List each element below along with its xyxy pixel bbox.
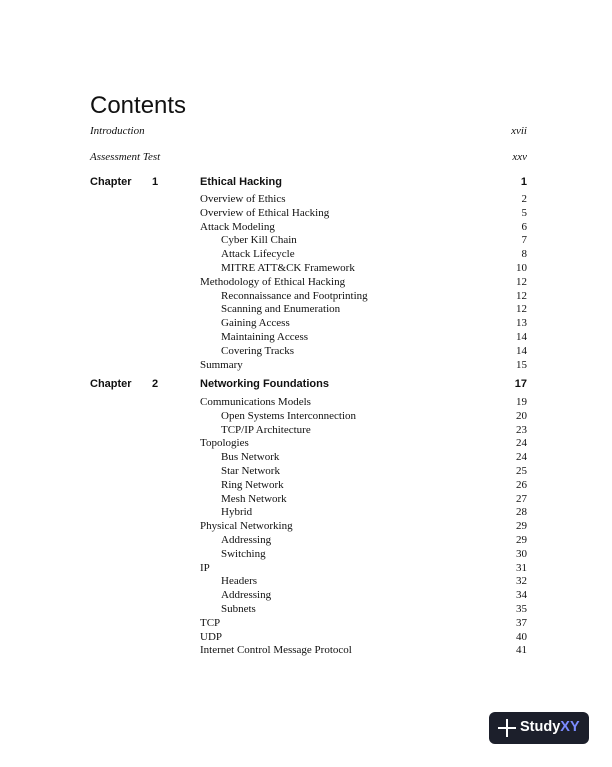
toc-entry-page: 41 (516, 644, 527, 657)
toc-entry[interactable] (200, 410, 527, 424)
toc-entry-label: Topologies (200, 437, 249, 450)
toc-entry-page: 25 (516, 464, 527, 477)
toc-entry-page: 23 (516, 423, 527, 436)
plus-icon (498, 719, 516, 737)
toc-entry-label: Maintaining Access (221, 330, 309, 343)
toc-front-page: xxv (512, 151, 527, 163)
toc-entry-label: IP (200, 561, 210, 574)
toc-entry[interactable] (200, 589, 527, 603)
logo-text: StudyXY (520, 719, 580, 735)
toc-entry-label: Headers (221, 575, 258, 588)
toc-entry-label: Cyber Kill Chain (221, 234, 297, 247)
toc-entry-page: 12 (516, 303, 527, 316)
toc-entry-page: 13 (516, 317, 527, 330)
toc-entry-label: Internet Control Message Protocol (200, 644, 352, 657)
chapter-title: Ethical Hacking (200, 176, 282, 188)
toc-entry-page: 10 (516, 261, 527, 274)
toc-entry-page: 24 (516, 437, 527, 450)
toc-entry-page: 19 (516, 396, 527, 408)
toc-entry-label: Physical Networking (200, 520, 293, 533)
toc-entry[interactable] (200, 437, 527, 451)
toc-entry-page: 26 (516, 478, 527, 491)
toc-entry[interactable] (200, 562, 527, 576)
toc-entry-label: Ring Network (221, 478, 284, 491)
toc-entry[interactable] (200, 234, 527, 248)
toc-front-introduction[interactable] (90, 125, 527, 137)
toc-entry-page: 20 (516, 409, 527, 422)
toc-entry[interactable] (200, 451, 527, 465)
toc-entry[interactable] (200, 479, 527, 493)
toc-entry-label: Reconnaissance and Footprinting (221, 289, 368, 302)
toc-entry-page: 15 (516, 358, 527, 371)
toc-entry-label: Addressing (221, 589, 272, 602)
toc-entry[interactable] (200, 424, 527, 438)
chapter-page: 1 (520, 176, 527, 188)
toc-entry-page: 30 (516, 547, 527, 560)
toc-entry-page: 35 (516, 602, 527, 615)
chapter-2-heading[interactable] (90, 378, 527, 392)
toc-front-label: Introduction (90, 125, 145, 137)
toc-entry-page: 32 (516, 575, 527, 588)
toc-entry[interactable] (200, 493, 527, 507)
toc-front-assessment-test[interactable] (90, 151, 527, 163)
toc-entry[interactable] (200, 248, 527, 262)
toc-entry-page: 40 (516, 630, 527, 643)
toc-entry-page: 27 (516, 492, 527, 505)
toc-entry-page: 5 (521, 206, 527, 219)
toc-entry-label: Scanning and Enumeration (221, 303, 341, 316)
toc-entry-label: Hybrid (221, 506, 253, 519)
toc-entry-label: Addressing (221, 533, 272, 546)
toc-entry-label: Gaining Access (221, 317, 290, 330)
toc-entry-label: Overview of Ethical Hacking (200, 206, 330, 219)
chapter-title: Networking Foundations (200, 378, 329, 390)
toc-entry-label: Covering Tracks (221, 344, 295, 357)
chapter-number: 2 (152, 378, 159, 390)
toc-entry-page: 31 (516, 561, 527, 574)
toc-entry-label: Attack Lifecycle (221, 248, 295, 261)
toc-entry-page: 12 (516, 275, 527, 288)
chapter-page: 17 (514, 378, 527, 390)
toc-entry[interactable] (200, 345, 527, 359)
toc-entry[interactable] (200, 317, 527, 331)
toc-entry-page: 34 (516, 589, 527, 602)
toc-entry[interactable] (200, 548, 527, 562)
toc-entry[interactable] (200, 603, 527, 617)
toc-entry[interactable] (200, 207, 527, 221)
chapter-number: 1 (152, 176, 159, 188)
toc-entry-label: Methodology of Ethical Hacking (200, 275, 346, 288)
toc-entry-label: Subnets (221, 602, 256, 615)
toc-entry[interactable] (200, 359, 527, 373)
toc-entry-page: 24 (516, 451, 527, 464)
toc-entry-label: Summary (200, 358, 243, 371)
toc-entry[interactable] (200, 617, 527, 631)
toc-entry[interactable] (200, 262, 527, 276)
toc-entry-label: Bus Network (221, 451, 280, 464)
toc-entry-page: 14 (516, 344, 527, 357)
toc-entry[interactable] (200, 276, 527, 290)
toc-entry-page: 6 (521, 220, 527, 233)
toc-entry-label: Overview of Ethics (200, 193, 286, 205)
page-title: Contents (90, 92, 187, 120)
toc-entry[interactable] (200, 506, 527, 520)
toc-entry[interactable] (200, 193, 527, 207)
toc-entry[interactable] (200, 520, 527, 534)
toc-entry-page: 14 (516, 330, 527, 343)
toc-entry[interactable] (200, 290, 527, 304)
toc-entry[interactable] (200, 331, 527, 345)
toc-entry-label: Mesh Network (221, 492, 287, 505)
toc-entry[interactable] (200, 631, 527, 645)
toc-entry[interactable] (200, 465, 527, 479)
toc-entry[interactable] (200, 221, 527, 235)
toc-entry-page: 29 (516, 520, 527, 533)
toc-entry-label: MITRE ATT&CK Framework (221, 261, 355, 274)
chapter-1-heading[interactable] (90, 176, 527, 190)
toc-entry-label: TCP (200, 616, 221, 629)
toc-entry-page: 8 (521, 248, 527, 261)
toc-entry-page: 2 (521, 193, 527, 205)
toc-front-label: Assessment Test (90, 151, 161, 163)
toc-entry-page: 37 (516, 616, 527, 629)
toc-entry-label: Attack Modeling (200, 220, 275, 233)
toc-entry-page: 29 (516, 533, 527, 546)
toc-entry-label: Switching (221, 547, 266, 560)
chapter-word: Chapter (90, 378, 132, 390)
toc-entry-label: UDP (200, 630, 223, 643)
toc-entry[interactable] (200, 396, 527, 410)
toc-entry[interactable] (200, 575, 527, 589)
toc-entry-label: Star Network (221, 464, 280, 477)
toc-front-page: xvii (511, 125, 527, 137)
chapter-word: Chapter (90, 176, 132, 188)
toc-entry-page: 28 (516, 506, 527, 519)
chapter-2-entries (200, 396, 527, 658)
studyxy-logo[interactable] (489, 712, 589, 744)
chapter-1-entries (200, 193, 527, 372)
toc-entry-label: Open Systems Interconnection (221, 409, 357, 422)
toc-entry[interactable] (200, 534, 527, 548)
toc-entry-label: Communications Models (200, 396, 311, 408)
toc-entry[interactable] (200, 644, 527, 658)
toc-entry-label: TCP/IP Architecture (221, 423, 311, 436)
toc-entry-page: 12 (516, 289, 527, 302)
toc-entry-page: 7 (521, 234, 527, 247)
toc-entry[interactable] (200, 303, 527, 317)
